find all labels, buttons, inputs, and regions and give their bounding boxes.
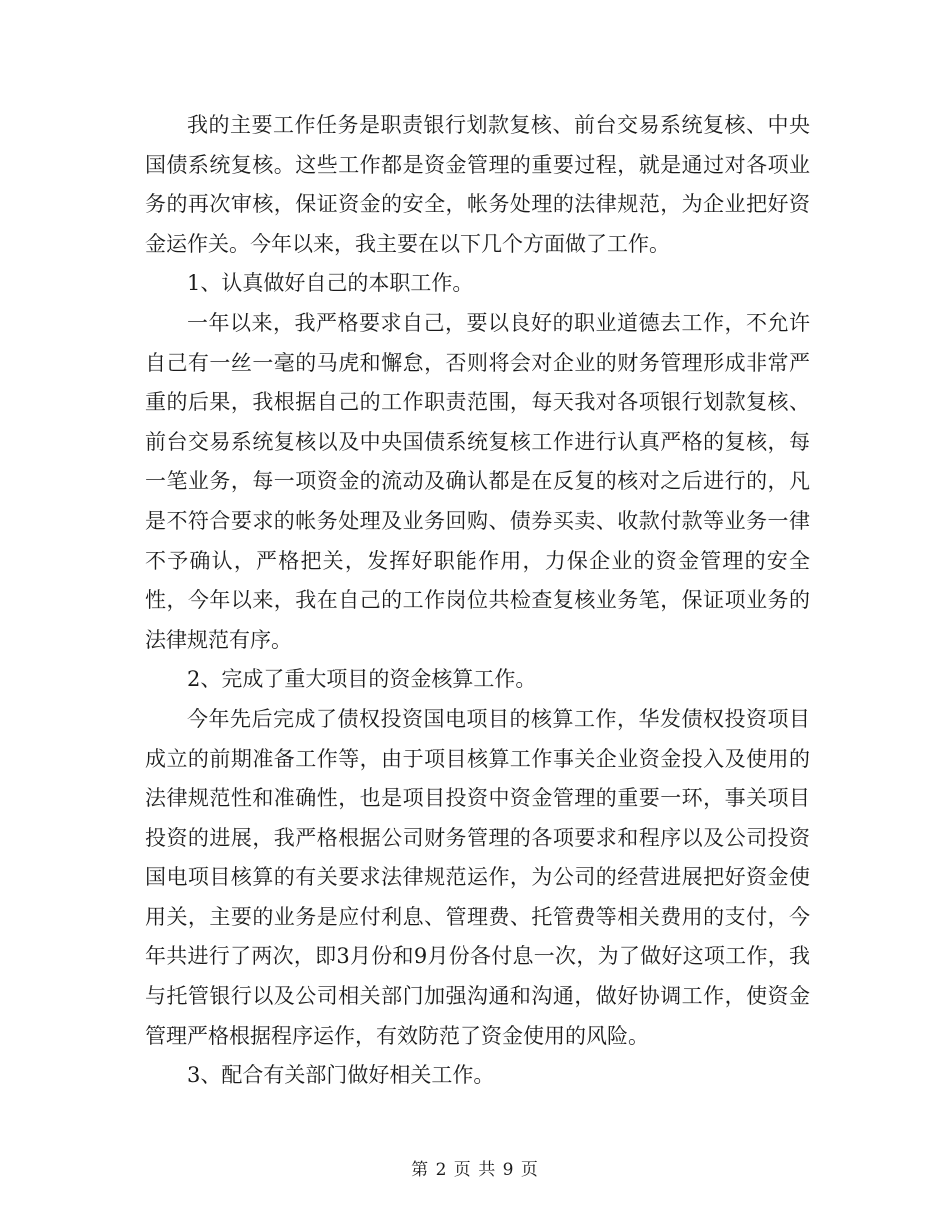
document-body <box>145 106 810 1096</box>
section-heading-3: 3、配合有关部门做好相关工作。 <box>187 1063 495 1088</box>
section-heading-2: 2、完成了重大项目的资金核算工作。 <box>187 667 537 692</box>
section-heading-1: 1、认真做好自己的本职工作。 <box>187 271 474 296</box>
page-number-footer: 第 2 页 共 9 页 <box>411 1160 539 1180</box>
paragraph-intro: 我的主要工作任务是职责银行划款复核、前台交易系统复核、中央国债系统复核。这些工作都是资金管理的重要过程，就是通过对各项业务的再次审核，保证资金的安全，帐务处理的法律规范，为企业把好资金运作关。今年以来，我主要在以下几个方面做了工作。 <box>145 113 810 256</box>
paragraph-section-2: 今年先后完成了债权投资国电项目的核算工作，华发债权投资项目成立的前期准备工作等，由于项目核算工作事关企业资金投入及使用的法律规范性和准确性，也是项目投资中资金管理的重要一环，事关项目投资的进展，我严格根据公司财务管理的各项要求和程序以及公司投资国电项目核算的有关要求法律规范运作，为公司的经营进展把好资金使用关，主要的业务是应付利息、管理费、托管费等相关费用的支付，今年共进行了两次，即3月份和9月份各付息一次，为了做好这项工作，我与托管银行以及公司相关部门加强沟通和沟通，做好协调工作，使资金管理严格根据程序运作，有效防范了资金使用的风险。 <box>145 706 810 1048</box>
paragraph-section-1: 一年以来，我严格要求自己，要以良好的职业道德去工作，不允许自己有一丝一毫的马虎和懈怠，否则将会对企业的财务管理形成非常严重的后果，我根据自己的工作职责范围，每天我对各项银行划款复核、前台交易系统复核以及中央国债系统复核工作进行认真严格的复核，每一笔业务，每一项资金的流动及确认都是在反复的核对之后进行的，凡是不符合要求的帐务处理及业务回购、债券买卖、收款付款等业务一律不予确认，严格把关，发挥好职能作用，力保企业的资金管理的安全性，今年以来，我在自己的工作岗位共检查复核业务笔，保证项业务的法律规范有序。 <box>145 310 810 652</box>
